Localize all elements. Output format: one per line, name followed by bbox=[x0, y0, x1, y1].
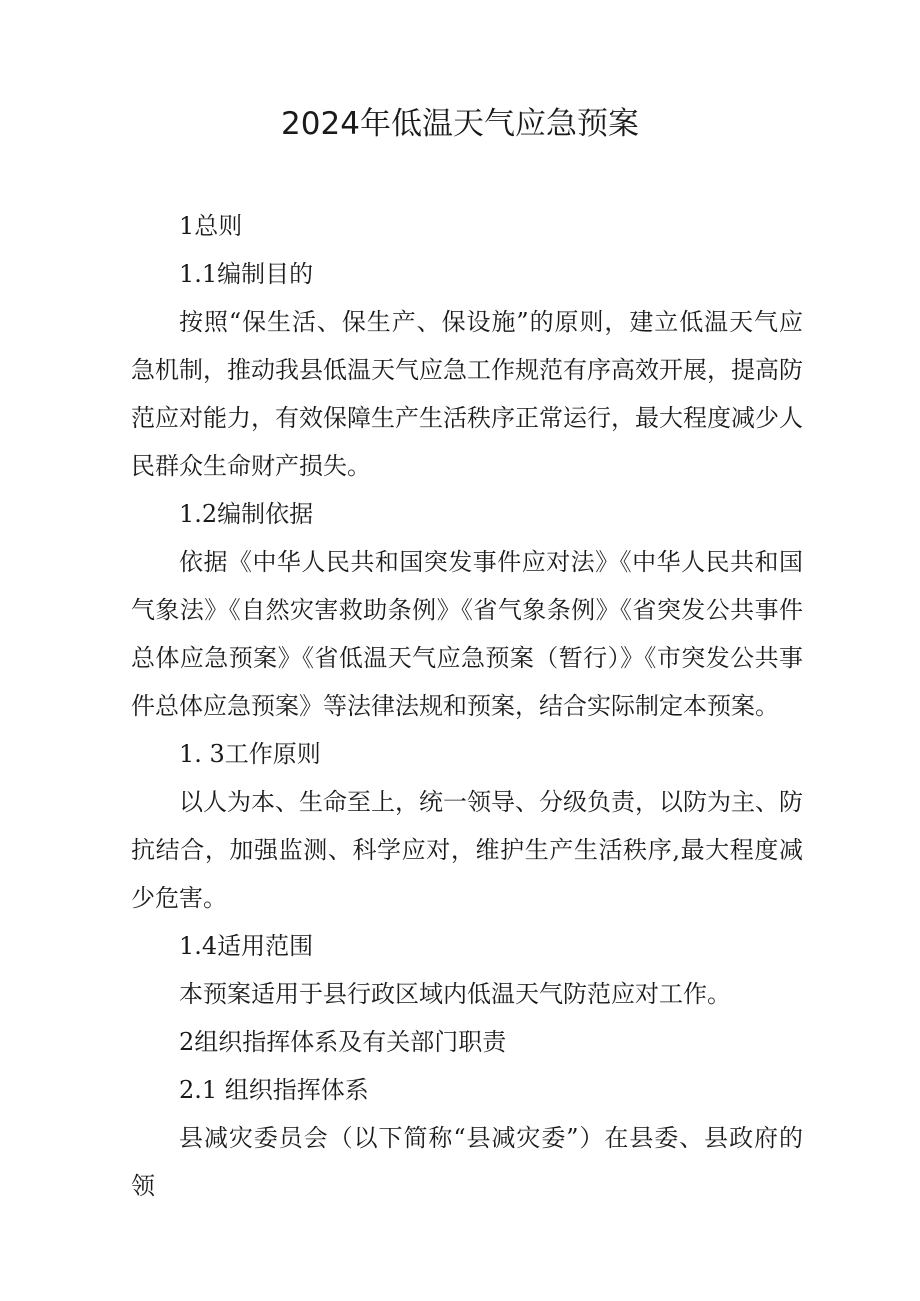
section-heading-organization: 2组织指挥体系及有关部门职责 bbox=[179, 1028, 507, 1056]
section-heading-basis: 1.2编制依据 bbox=[179, 500, 314, 528]
section-heading-general: 1总则 bbox=[179, 212, 243, 240]
section-heading-purpose: 1.1编制目的 bbox=[179, 260, 314, 288]
paragraph-purpose: 按照“保生活、保生产、保设施”的原则，建立低温天气应急机制，推动我县低温天气应急工作规范有序高效开展，提高防范应对能力，有效保障生产生活秩序正常运行，最大程度减少人民群众生命财产损失。 bbox=[131, 308, 803, 480]
paragraph-scope: 本预案适用于县行政区域内低温天气防范应对工作。 bbox=[179, 980, 731, 1008]
document-title: 2024年低温天气应急预案 bbox=[281, 106, 639, 142]
paragraph-principles: 以人为本、生命至上，统一领导、分级负责，以防为主、防抗结合，加强监测、科学应对，维护生产生活秩序,最大程度减少危害。 bbox=[131, 788, 803, 912]
paragraph-basis: 依据《中华人民共和国突发事件应对法》《中华人民共和国气象法》《自然灾害救助条例》《省气象条例》《省突发公共事件总体应急预案》《省低温天气应急预案（暂行）》《市突发公共事件总体应急预案》等法律法规和预案，结合实际制定本预案。 bbox=[131, 548, 803, 720]
section-heading-scope: 1.4适用范围 bbox=[179, 932, 314, 960]
document-body bbox=[131, 202, 803, 1210]
section-heading-principles: 1. 3工作原则 bbox=[179, 740, 321, 768]
paragraph-command-system: 县减灾委员会（以下简称“县减灾委”）在县委、县政府的领 bbox=[131, 1124, 803, 1200]
section-heading-command-system: 2.1 组织指挥体系 bbox=[179, 1076, 369, 1104]
